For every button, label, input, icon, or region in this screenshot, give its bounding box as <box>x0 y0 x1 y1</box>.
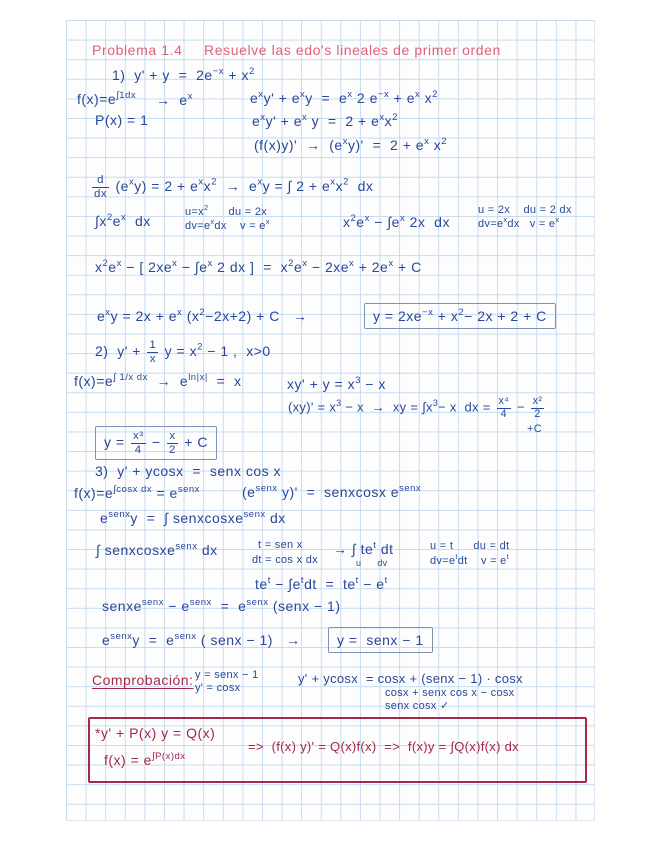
math-text: − ∫e <box>177 259 208 275</box>
superscript: senx <box>177 483 200 495</box>
problem-3-answer-box <box>328 627 433 653</box>
superscript: x <box>257 176 263 188</box>
math-text: + C <box>393 259 422 275</box>
problem-1-integral-step <box>343 213 450 231</box>
math-text: − 1 , x>0 <box>202 342 271 359</box>
math-text: 2) y' + <box>95 342 146 359</box>
superscript: x <box>503 215 508 225</box>
math-text: 3) y' + ycosx = senx cos x <box>95 463 282 479</box>
math-text: = e <box>211 598 247 614</box>
superscript: 2 <box>197 341 203 353</box>
superscript: x <box>258 88 264 100</box>
problem-3-parts-dv <box>430 554 509 568</box>
superscript: x <box>302 257 308 269</box>
problem-1-integral <box>95 212 151 230</box>
math-text: → ∫ te <box>333 541 374 557</box>
superscript: x <box>342 135 348 147</box>
verification-step-2 <box>385 686 514 700</box>
problem-2-constant <box>527 422 542 436</box>
verification-step-3 <box>385 699 449 713</box>
problem-1-p-of-x <box>95 111 148 129</box>
problem-1-derivative-form <box>90 174 373 200</box>
problem-3-parts-u <box>430 539 509 553</box>
fraction <box>131 430 146 456</box>
summary-integrating-factor <box>104 751 186 769</box>
math-text: + e <box>389 90 415 106</box>
math-text: = e <box>152 485 178 501</box>
math-text: dx <box>265 510 286 526</box>
math-text: e <box>97 308 106 324</box>
math-text: − [ 2xe <box>121 259 173 275</box>
math-text: (x <box>182 308 200 324</box>
superscript: 2 <box>203 203 209 213</box>
superscript: x <box>349 257 355 269</box>
math-text: +C <box>527 423 542 435</box>
math-text: x <box>203 177 212 194</box>
fraction-numerator: x³ <box>132 430 144 442</box>
math-text: − x → xy = ∫x <box>341 399 433 415</box>
problem-1-answer-box <box>364 303 556 329</box>
math-text: ( senx − 1) → <box>196 632 301 648</box>
problem-1-expanded-integral <box>95 258 422 276</box>
math-text: 2x dx <box>405 214 450 230</box>
math-text: y = <box>104 433 129 450</box>
superscript: senx <box>243 508 266 520</box>
math-text: e <box>252 113 261 129</box>
math-text: → e <box>147 373 189 389</box>
superscript: 2 <box>432 88 438 100</box>
math-text: → e <box>156 92 188 108</box>
superscript: 2 <box>199 306 206 318</box>
verification-y <box>195 668 259 682</box>
math-text: u dv <box>356 558 388 568</box>
superscript: t <box>373 539 377 551</box>
superscript: 3 <box>355 374 361 386</box>
problem-3-sub-integral <box>96 541 218 559</box>
math-text: − 2x + 2 + C <box>464 308 547 324</box>
math-text: y = ∫ 2 + e <box>262 177 331 194</box>
superscript: x <box>555 215 560 225</box>
math-text: => (f(x) y)' = Q(x)f(x) => f(x)y = ∫Q(x)f(x) dx <box>248 739 519 754</box>
superscript: x <box>198 176 204 188</box>
problem-1-result <box>97 307 308 325</box>
math-text: e <box>356 214 365 230</box>
superscript: senx <box>174 630 197 642</box>
math-text: 2 e <box>352 90 378 106</box>
problem-1-statement <box>112 66 255 84</box>
math-text: −2x+2) + C → <box>205 308 308 324</box>
math-text: senxe <box>102 598 142 614</box>
superscript: −x <box>212 65 224 77</box>
problem-1-multiplied-equation <box>250 89 438 107</box>
problem-2-answer-box <box>95 426 217 460</box>
superscript: t <box>300 574 305 586</box>
superscript: ln|x| <box>188 371 208 383</box>
math-text: dx <box>197 542 218 558</box>
superscript: ∫ 1/x dx <box>113 371 148 383</box>
problem-title-label <box>92 41 182 59</box>
superscript: t <box>267 574 271 586</box>
problem-2-integration <box>288 396 546 420</box>
problem-3-substituted-integral <box>333 540 394 558</box>
math-text: f(x) = e <box>104 752 152 768</box>
summary-solution-method <box>248 738 519 756</box>
superscript: x <box>330 176 336 188</box>
superscript: senx <box>108 508 131 520</box>
superscript: 2 <box>211 176 217 188</box>
math-text: f(x)=e <box>77 91 117 107</box>
superscript: x <box>128 176 135 188</box>
math-text: f(x)=e <box>74 485 114 501</box>
superscript: x <box>399 212 406 224</box>
superscript: 2 <box>350 212 357 224</box>
fraction-denominator: 2 <box>169 443 176 456</box>
fraction-numerator: x⁴ <box>498 395 510 407</box>
math-text: y' + e <box>265 113 302 129</box>
problem-3-result <box>102 631 301 649</box>
superscript: x <box>424 135 430 147</box>
fraction <box>497 396 512 420</box>
problem-3-statement <box>95 462 281 480</box>
math-text: + x <box>224 67 249 83</box>
superscript: 2 <box>248 65 255 77</box>
superscript: 2 <box>458 306 465 318</box>
math-text: e <box>250 90 259 106</box>
problem-1-product-rule <box>254 136 447 154</box>
superscript: x <box>260 111 266 123</box>
superscript: x <box>120 211 127 223</box>
math-text: (senx − 1) <box>268 598 341 614</box>
superscript: senx <box>110 630 133 642</box>
math-text: dv=e <box>478 218 504 230</box>
fraction-numerator: d <box>92 174 109 188</box>
problem-1-simplified-equation <box>252 112 398 130</box>
math-text: dv=e <box>185 220 211 232</box>
math-text: (xy)' = x <box>288 399 337 415</box>
superscript: x <box>172 257 178 269</box>
math-text: y = 2 + e <box>307 113 380 129</box>
fraction-numerator: 1 <box>149 339 157 351</box>
superscript: t <box>384 574 388 586</box>
math-text: x <box>343 214 351 230</box>
superscript: senx <box>246 596 269 608</box>
fraction <box>531 396 544 420</box>
fraction-denominator: dx <box>94 187 108 200</box>
superscript: −x <box>377 88 390 100</box>
math-text: + 2e <box>354 259 389 275</box>
verification-label <box>92 671 193 689</box>
superscript: x <box>265 217 270 227</box>
superscript: 2 <box>106 211 113 223</box>
math-text: dx <box>126 213 151 229</box>
fraction-denominator: x <box>149 352 156 365</box>
fraction <box>147 339 158 365</box>
problem-1-parts-dv <box>185 219 270 233</box>
superscript: senx <box>175 540 198 552</box>
superscript: 3 <box>432 397 439 408</box>
math-text: − e <box>358 576 385 592</box>
superscript: x <box>414 88 421 100</box>
superscript: x <box>388 257 394 269</box>
superscript: senx <box>399 482 422 494</box>
math-text: (f(x)y)' → (e <box>254 137 343 153</box>
problem-1-parts2-dv <box>478 217 559 231</box>
math-text: cosx + senx cos x − cosx <box>385 687 515 699</box>
superscript: 3 <box>336 397 342 408</box>
math-text: e <box>108 259 117 275</box>
math-text: − x <box>360 376 386 392</box>
math-text: x <box>384 113 393 129</box>
problem-2-multiplied-equation <box>287 375 386 393</box>
superscript: x <box>177 306 183 318</box>
math-text: x <box>335 177 344 194</box>
math-text: senx cosx ✓ <box>385 700 450 712</box>
summary-general-equation <box>95 724 215 742</box>
math-text: − 2xe <box>307 259 350 275</box>
math-text: x <box>95 259 103 275</box>
math-text: dx v = e <box>507 218 556 230</box>
problem-3-product-rule <box>242 483 421 501</box>
math-text: x <box>429 137 442 153</box>
math-text: y) = 2 + e <box>134 177 199 194</box>
superscript: 2 <box>392 111 398 123</box>
fraction-denominator: 4 <box>134 443 142 456</box>
math-text: y' = cosx <box>195 682 241 694</box>
superscript: 2 <box>288 257 294 269</box>
superscript: x <box>299 88 306 100</box>
math-text: y' + e <box>263 90 300 106</box>
math-text: dt <box>376 541 394 557</box>
math-text: y = ∫ senxcosxe <box>130 510 244 526</box>
problem-2-statement <box>95 339 271 365</box>
superscript: senx <box>141 596 164 608</box>
math-text: y = 2xe <box>373 308 423 324</box>
math-text: x <box>420 90 433 106</box>
math-text: − x dx = <box>438 399 495 415</box>
math-text: y = senx − 1 <box>195 669 259 681</box>
superscript: x <box>379 111 385 123</box>
math-text: u=x <box>185 206 204 218</box>
math-text: te <box>255 576 268 592</box>
math-text: y = x <box>160 342 198 359</box>
math-text: xy' + y = x <box>287 376 356 392</box>
math-text: y = 2x + e <box>110 308 178 324</box>
superscript: 2 <box>102 257 109 269</box>
fraction-numerator: x² <box>532 395 543 407</box>
superscript: t <box>506 552 509 562</box>
problem-3-substitution-t <box>258 538 303 552</box>
superscript: x <box>105 306 111 318</box>
math-text: + x <box>433 308 459 324</box>
fraction-denominator: 2 <box>534 407 541 420</box>
fraction-numerator: x <box>167 430 178 444</box>
math-text: (e <box>242 484 256 500</box>
problem-3-integral-form <box>100 509 286 527</box>
math-text: dv=e <box>430 555 456 567</box>
math-text: 1) y' + y = 2e <box>112 67 213 83</box>
math-text: e <box>112 213 121 229</box>
math-text: Comprobación: <box>92 672 194 688</box>
superscript: −x <box>422 306 434 318</box>
math-text: *y' + P(x) y = Q(x) <box>95 725 216 741</box>
math-text: dt = te <box>304 576 356 592</box>
math-text: ∫x <box>95 213 107 229</box>
superscript: ∫P(x)dx <box>151 750 186 762</box>
superscript: x <box>364 212 370 224</box>
math-text: t = sen x <box>258 539 303 551</box>
math-text: → e <box>216 177 258 194</box>
problem-2-integrating-factor <box>74 372 242 390</box>
problem-1-factor-result <box>156 91 193 109</box>
math-text: dt v = e <box>457 555 507 567</box>
math-text: u = 2x du = 2 dx <box>478 204 572 216</box>
math-text: Problema 1.4 <box>92 42 183 58</box>
problem-3-back-substitution <box>102 597 341 615</box>
math-text: − ∫e <box>270 576 301 592</box>
superscript: x <box>207 257 213 269</box>
superscript: x <box>210 217 215 227</box>
math-text: − e <box>163 598 190 614</box>
problem-3-integrating-factor <box>74 484 200 502</box>
math-text: ∫ senxcosxe <box>96 542 176 558</box>
problem-1-integrating-factor <box>77 90 136 108</box>
math-text: f(x)=e <box>74 373 114 389</box>
math-text: e <box>102 632 111 648</box>
superscript: senx <box>189 596 212 608</box>
superscript: ∫cosx dx <box>113 483 153 495</box>
math-text: − ∫e <box>369 214 400 230</box>
math-text: − <box>147 433 165 450</box>
math-text: P(x) = 1 <box>95 112 149 128</box>
math-text: Resuelve las edo's lineales de primer orden <box>204 42 501 58</box>
superscript: senx <box>255 482 278 494</box>
superscript: x <box>347 88 353 100</box>
superscript: x <box>116 257 122 269</box>
superscript: 2 <box>441 135 448 147</box>
problem-3-parts-labels <box>356 558 387 569</box>
math-text: + C <box>179 433 208 450</box>
math-text: y)' = senxcosx e <box>277 484 400 500</box>
problem-3-by-parts-result <box>255 575 388 593</box>
fraction-denominator: 4 <box>500 407 507 420</box>
math-text: = x <box>207 373 242 389</box>
superscript: t <box>355 574 359 586</box>
math-text: y' + ycosx = cosx + (senx − 1) · cosx <box>298 671 523 686</box>
math-text: y)' = 2 + e <box>347 137 425 153</box>
math-text: y = senx − 1 <box>337 632 424 648</box>
superscript: t <box>455 552 458 562</box>
math-text: y = e <box>132 632 175 648</box>
math-text: dt = cos x dx <box>252 554 318 566</box>
superscript: ∫1dx <box>116 89 137 101</box>
math-text: du = 2x <box>208 206 268 218</box>
math-text: 2 dx ] = x <box>212 259 289 275</box>
fraction <box>92 174 109 200</box>
math-text: e <box>293 259 303 275</box>
math-text: dx <box>348 177 374 194</box>
math-text: e <box>100 510 109 526</box>
problem-title-text <box>204 41 501 59</box>
problem-3-substitution-dt <box>252 553 318 567</box>
math-text: u = t du = dt <box>430 540 510 552</box>
superscript: 2 <box>343 176 349 188</box>
verification-y-prime <box>195 681 240 695</box>
math-text: dx v = e <box>214 220 266 232</box>
problem-1-parts-u <box>185 205 267 219</box>
math-text: − <box>513 399 529 415</box>
math-text: (e <box>111 177 129 194</box>
fraction <box>167 430 178 456</box>
math-text: y = e <box>305 90 348 106</box>
superscript: x <box>187 90 193 102</box>
superscript: x <box>301 111 308 123</box>
